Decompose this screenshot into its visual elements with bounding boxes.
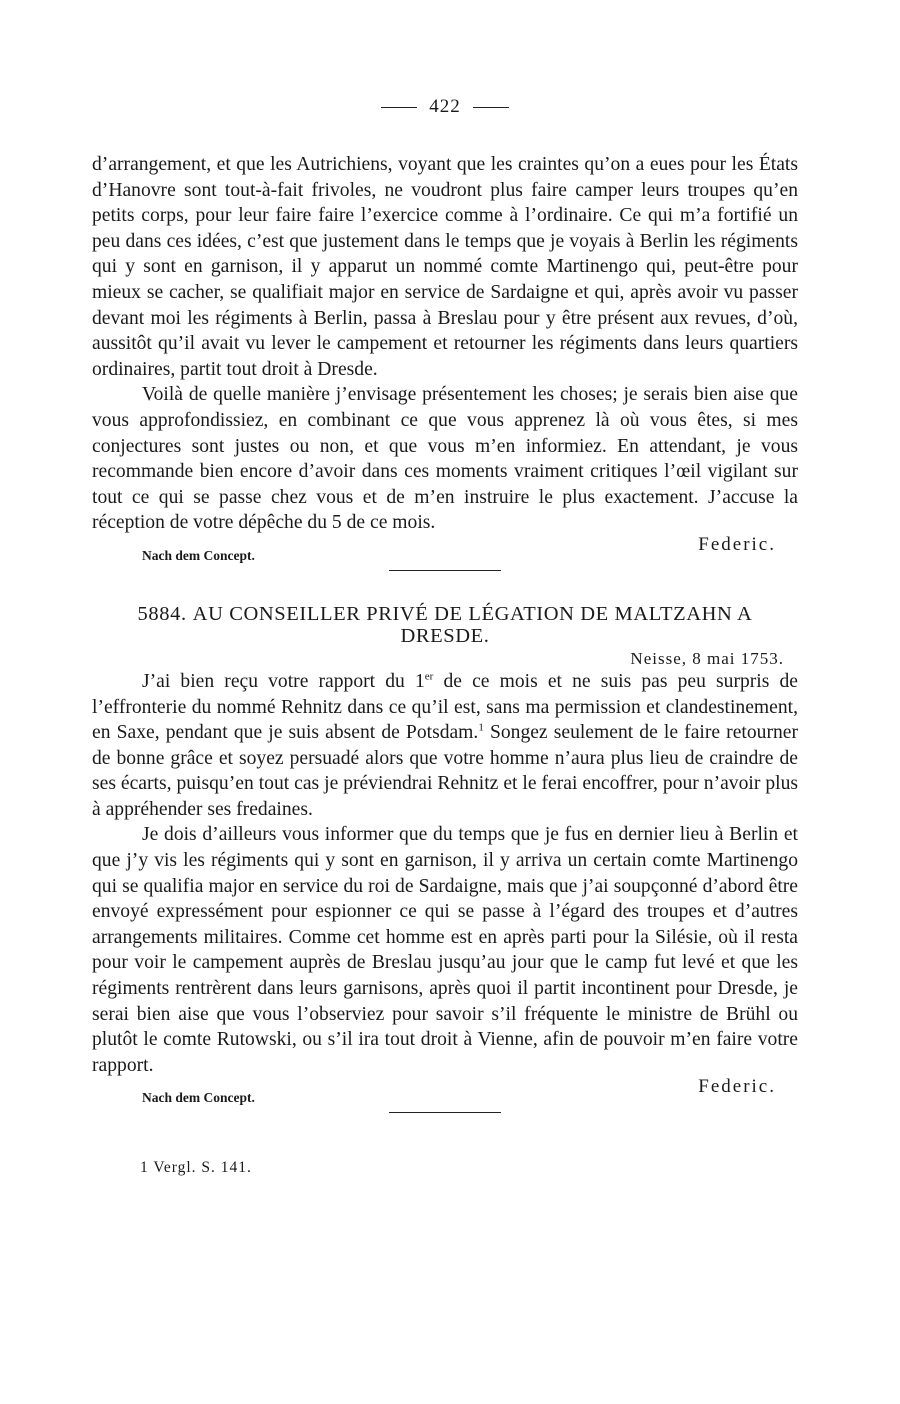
letter1-paragraph-1: d’arrangement, et que les Autrichiens, voyant que les craintes qu’on a eues pour les États d’Hanovre sont tout-à-fait frivoles, ne voudront plus faire camper leurs troupes qu’en petits corps, pour leur faire faire l’exercice comme à l’ordinaire. Ce qui m’a fortifié un peu dans ces idées, c’est que justement dans le temps que je voyais à Berlin les régiments qui y sont en garnison, il y apparut un nommé comte Martinengo qui, peut-être pour mieux se cacher, se qualifiait major en service de Sardaigne et qui, après avoir vu passer devant moi les régiments à Berlin, passa à Breslau pour y être présent aux revues, d’où, aussitôt qu’il avait vu lever le campement et retourner les régiments dans leurs quartiers ordinaires, partit tout droit à Dresde. — [92, 154, 798, 380]
document-page — [92, 96, 798, 1177]
letter2-dateline: Neisse, 8 mai 1753. — [630, 648, 784, 668]
letter2-closing — [92, 1078, 798, 1112]
letter2-paragraph-1 — [92, 669, 798, 823]
footnote-marker: 1 — [140, 1159, 149, 1177]
footnote-text: Vergl. S. 141. — [153, 1159, 252, 1177]
letter2-paragraph-2: Je dois d’ailleurs vous informer que du temps que je fus en dernier lieu à Berlin et que j’y vis les régiments qui y sont en garnison, il y arriva un certain comte Martinengo qui se qualifia major en service du roi de Sardaigne, mais que j’ai soupçonné d’abord être envoyé expressément pour espionner ce qui se passe à l’égard des troupes et d’autres arrangements militaires. Comme cet homme est en après parti pour la Silésie, où il resta pour voir le campement auprès de Breslau jusqu’au jour que le camp fut levé et que les régiments rentrèrent dans leurs garnisons, après quoi il partit incontinent pour Dresde, je serai bien aise que vous l’observiez pour savoir s’il fréquente le ministre de Brühl ou plutôt le comte Rutowski, ou s’il ira tout droit à Vienne, afin de pouvoir m’en faire votre rapport. — [92, 824, 798, 1076]
letter1-closing — [92, 533, 798, 570]
letter1-signature: Federic. — [698, 533, 776, 555]
letter2-heading — [92, 603, 798, 647]
page-number: 422 — [429, 96, 461, 117]
section-divider-2 — [389, 1112, 501, 1113]
superscript-er: er — [424, 670, 434, 683]
footnote-reference: 1 — [478, 721, 484, 734]
letter2-signature: Federic. — [698, 1076, 776, 1098]
letter2-p1-end: Songez seulement de le faire retourner de bonne grâce et soyez persuadé alors que votre homme n’aura plus lieu de craindre de ses écarts, puisqu’en tout cas je préviendrai Rehnitz et le ferai encoffrer, pour n’avoir plus à appréhender ses fredaines. — [92, 722, 798, 820]
letter2-title: AU CONSEILLER PRIVÉ DE LÉGATION DE MALTZAHN A DRESDE. — [192, 602, 753, 647]
letter2-p1-start: J’ai bien reçu votre rapport du 1 — [142, 670, 425, 692]
letter2-source-note: Nach dem Concept. — [142, 1090, 255, 1106]
letter2-p1-middle: de ce mois et ne suis pas peu surpris de l’effronterie du nommé Rehnitz dans ce qu’il est, sans ma permission et clandestinement, en Saxe, pendant que je suis absent de Potsdam. — [92, 670, 798, 744]
letter2-number: 5884. — [137, 602, 187, 625]
section-divider — [389, 570, 501, 571]
header-dash-left — [381, 107, 417, 108]
letter1-source-note: Nach dem Concept. — [142, 547, 255, 563]
header-dash-right — [473, 107, 509, 108]
footnote — [140, 1159, 798, 1177]
running-head — [92, 96, 798, 118]
letter1-paragraph-2: Voilà de quelle manière j’envisage présentement les choses; je serais bien aise que vous approfondissiez, en combinant ce que vous apprenez là où vous êtes, si mes conjectures sont justes ou non, et que vous m’en informiez. En attendant, je vous recommande bien encore d’avoir dans ces moments vraiment critiques l’œil vigilant sur tout ce qui se passe chez vous et de m’en instruire le plus exactement. J’accuse la réception de votre dépêche du 5 de ce mois. — [92, 384, 798, 534]
